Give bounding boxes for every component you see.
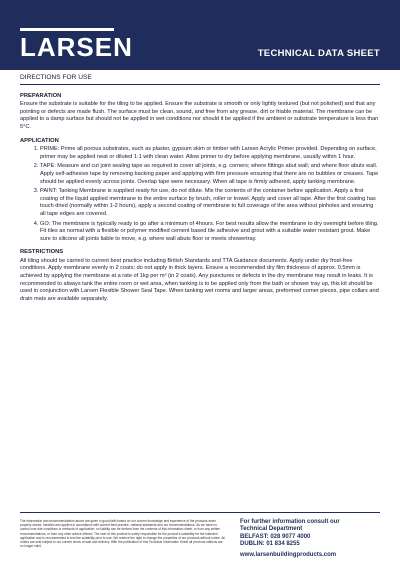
header-banner <box>0 0 400 70</box>
website-link[interactable]: www.larsenbuildingproducts.com <box>240 551 337 558</box>
contact-block <box>240 519 385 559</box>
application-step-tape: 2. TAPE: Measure and cut joint sealing tape as required to cover all joints, e.g. corners; where fittings abut wall; and where floor abuts wall. Apply self-adhesive tape by removing backing paper and applying with firm pressure ensuring that there are no bubbles or creases. Tape should be applied evenly across joints. Overlap tape were necessary. When all tape is firmly adhered, apply tanking membrane. <box>40 163 380 186</box>
belfast-phone: BELFAST: 028 9077 4000 <box>240 533 311 540</box>
application-step-prime: 1. PRIME: Prime all porous substrates, such as plaster, gypsum skim or timber with Larsen Acrylic Primer provided. Depending on surface, primer may be applied neat or diluted 1:1 with clean water. Allow primer to dry before applying membrane, usually within 1 hour. <box>40 146 380 161</box>
application-steps <box>20 146 380 243</box>
restrictions-text: All tiling should be carried to current best practice including British Standards and TTA Guidance documents. Apply under dry frost-free conditions. Apply membrane evenly in 2 coats; do not apply in thick layers. Ensure a recommended dry film thickness of approx. 0.5mm is achieved by applying the membrane at a rate of 1kg per m² (in 2 coats). Any punctures or defects in the dry membrane may result in leaks. It is recommended to always tank the entire room or wet area, when tanking is to be applied only from the bath or shower tray up, this kit should be used in conjunction with Larsen Flexible Shower Seal Tape. When tanking wet rooms and larger areas, preformed corner pieces, pipe collars and drain mats are available separately. <box>20 257 379 302</box>
logo-underline <box>20 28 114 31</box>
page-title: DIRECTIONS FOR USE <box>20 74 380 85</box>
disclaimer-text: The information and recommendations above are given in good faith based on our current knowledge and experience of the products when properly stored, handled and applied in accordance with current best practice, national standards and our recommendations. As we have no control over site conditions or methods of application, no liability can be derived from the contents of this information sheet, or from any written recommendations, or from any other advice offered. The user of this product is solely responsible for the product's suitability for the intended application and is recommended to test the suitability prior to use. We reserve the right to change the properties of our products without notice. All orders are sold subject to our current terms of sale and delivery. With the publication of this Technical Information Sheet all previous editions are no longer valid. <box>20 519 225 549</box>
larsen-logo: LARSEN <box>20 32 133 62</box>
application-heading: APPLICATION <box>20 137 59 144</box>
contact-intro: For further information consult our <box>240 519 340 525</box>
preparation-text: Ensure the substrate is suitable for the tiling to be applied. Ensure the substrate is smooth or only lightly textured (but not polished) and that any pointing or defects are made flush. The surface must be clean, sound, and free from any grease, dirt or friable material. The membrane can be applied to a damp surface but should not be applied in wet conditions nor should it be applied if the ambient or substrate temperature is less than 5°C. <box>20 101 379 130</box>
application-step-go: 4. GO: The membrane is typically ready to go after a minimum of 4hours. For best results allow the membrane to dry overnight before tiling. Fit tiles as normal with a flexible or polymer modified cement based tile adhesive and grout with a suitable water resistant grout. Make sure to silicone all joints liable to move, e.g. where wall abuts floor or meets showertray. <box>40 221 380 244</box>
sheet-title: TECHNICAL DATA SHEET <box>257 48 380 59</box>
preparation-heading: PREPARATION <box>20 92 62 99</box>
dublin-phone: DUBLIN: 01 834 8255 <box>240 541 300 548</box>
application-step-paint: 3. PAINT: Tanking Membrane is supplied ready for use, do not dilute. Mix the contents of the container before application. Apply a first coating of the liquid applied membrane to the entire surface by brush, roller or trowel. Apply and cover all tape. After the first coating has touch dried (normally within 1-2 hours), apply a second coating of membrane to full coverage of the area without pinholes and ensuring all tape edges are covered. <box>40 188 380 218</box>
document-body <box>20 74 380 305</box>
restrictions-heading: RESTRICTIONS <box>20 249 64 256</box>
footer <box>20 512 380 559</box>
contact-department: Technical Department <box>240 526 303 533</box>
